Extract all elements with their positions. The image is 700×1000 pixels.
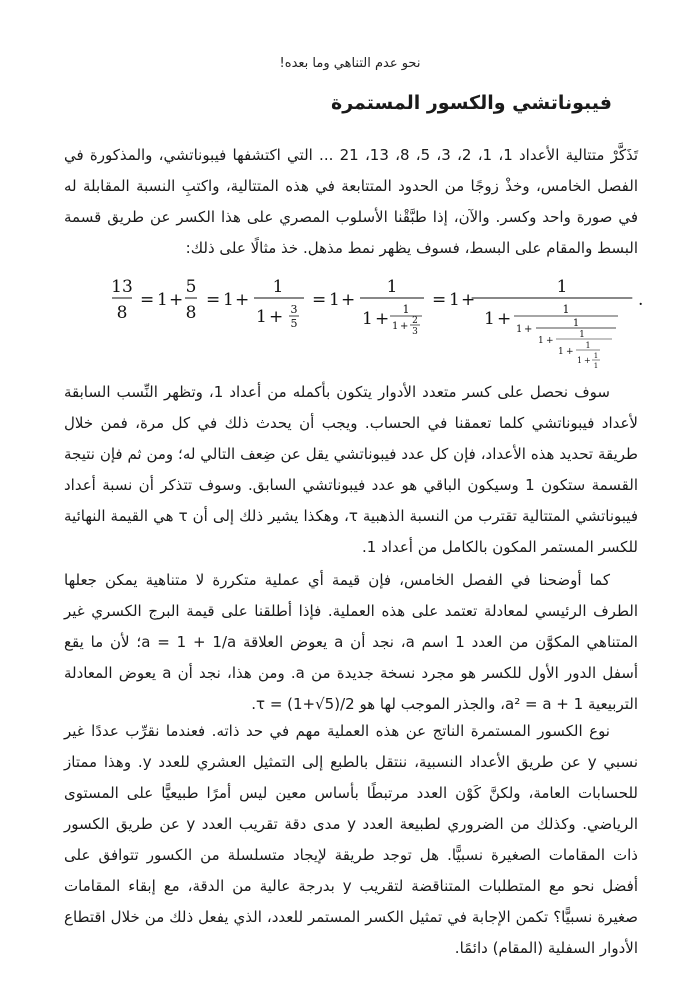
den-plus-b: +: [375, 309, 390, 329]
den-plus-a: +: [269, 307, 284, 327]
l6-den: 1: [593, 362, 599, 370]
formula-svg: [60, 268, 644, 378]
l5-num: 1: [585, 341, 591, 350]
num-1a: 1: [272, 277, 284, 297]
frac-2: 2: [412, 316, 418, 326]
l3-den: 1: [538, 336, 544, 346]
frac-3: 3: [290, 303, 298, 316]
eq-3: =: [312, 290, 327, 310]
l6-num: 1: [593, 352, 599, 360]
frac-3b: 3: [412, 327, 418, 337]
l4-den: 1: [558, 347, 564, 357]
plus-1: +: [169, 290, 184, 310]
num-1c: 1: [556, 277, 568, 297]
eq-4: =: [432, 290, 447, 310]
den-1a: 1: [256, 307, 267, 327]
frac-8: 8: [185, 303, 197, 323]
l3-num: 1: [572, 318, 580, 329]
paragraph-1-text: تَذَكَّرْ متتالية الأعداد 1، 1، 2، 3، 5، 8، 13، 21 ... التي اكتشفها فيبوناتشي، والمذكورة في الفصل الخامس، وخذْ زوجًا من الحدود المتتابعة في هذه المتتالية، واكتبِ النسبة المقابلة له في صورة واحد وكسر. والآن، إذا طبَّقْنا الأسلوب المصري على هذا الكسر عن طريق قسمة البسط والمقام على البسط، فسوف يظهر نمط مذهل. خذ مثالًا على ذلك:: [64, 146, 639, 257]
paragraph-3-text: كما أوضحنا في الفصل الخامس، فإن قيمة أي عملية متكررة لا متناهية يمكن جعلها الطرف الرئيسي لمعادلة تعتمد على هذه العملية. فإذا أطلقنا على قيمة البرج الكسري غير المتناهي المكوَّن من العدد 1 اسم a، نجد أن a يعوض العلاقة a = 1 + 1/a؛ لأن ما يقع أسفل الدور الأول للكسر هو مجرد نسخة جديدة من a. ومن هذا، نجد أن a يعوض المعادلة التربيعية a² = a + 1، والجذر الموجب لها هو τ = (1+√5)/2.: [64, 571, 639, 713]
num-1b: 1: [386, 277, 398, 297]
l4-num: 1: [579, 330, 585, 340]
one-1: 1: [157, 290, 168, 310]
frac-5b: 5: [290, 317, 298, 330]
plus-3: +: [341, 290, 356, 310]
den-1b: 1: [362, 309, 373, 329]
den-1c: 1: [484, 309, 495, 329]
l3-plus: +: [546, 336, 554, 346]
paragraph-1: [64, 140, 638, 264]
l5-den: 1: [577, 356, 583, 365]
l2-plus: +: [524, 324, 533, 335]
paragraph-4: [64, 716, 638, 964]
inner-den-1b: 1: [392, 321, 399, 332]
l5-plus: +: [584, 356, 591, 365]
l2-num: 1: [562, 303, 570, 316]
plus-2: +: [235, 290, 250, 310]
paragraph-3: [64, 565, 638, 720]
one-2: 1: [223, 290, 234, 310]
one-3: 1: [329, 290, 340, 310]
running-header: نحو عدم التناهي وما بعده!: [279, 56, 421, 71]
inner-1b: 1: [402, 303, 410, 316]
plus-4: +: [461, 290, 476, 310]
inner-plus-b: +: [400, 321, 409, 332]
paragraph-2: [64, 377, 638, 563]
eq-2: =: [206, 290, 221, 310]
continued-fraction-formula: [60, 268, 644, 378]
l2-den: 1: [516, 324, 523, 335]
l4-plus: +: [566, 347, 574, 357]
paragraph-4-text: نوع الكسور المستمرة الناتج عن هذه العملية مهم في حد ذاته. فعندما نقرِّب عددًا غير نسبي y عن طريق الأعداد النسبية، ننتقل بالطبع إلى التمثيل العشري للعدد y. وهذا ممتاز للحسابات العامة، ولكنَّ كَوْن العدد مرتبطًا بأساس معين ليس أمرًا طبيعيًّا على المستوى الرياضي. وكذلك من الضروري لطبيعة العدد y مدى دقة تقريب العدد y عن طريق الكسور ذات المقامات الصغيرة نسبيًّا. هل توجد طريقة لإيجاد متسلسلة من الكسور تتوافق على أفضل نحو مع المتطلبات المتناقضة لتقريب y بدرجة عالية من الدقة، مع إبقاء المقامات صغيرة نسبيًّا؟ تكمن الإجابة في تمثيل الكسر المستمر للعدد، الذي يفعل ذلك من خلال اقتطاع الأدوار السفلية (المقام) دائمًا.: [64, 722, 639, 957]
eq-1: =: [140, 290, 155, 310]
formula-period: .: [638, 290, 644, 310]
lhs-numerator: 13: [111, 277, 133, 297]
paragraph-2-text: سوف نحصل على كسر متعدد الأدوار يتكون بأكمله من أعداد 1، وتظهر النِّسب السابقة لأعداد فيبوناتشي كلما تعمقنا في الحساب. ويجب أن يحدث ذلك في كل مرة، فمن خلال طريقة تحديد هذه الأعداد، فإن كل عدد فيبوناتشي يقل عن ضِعف التالي له؛ ومن ثم فإن نتيجة القسمة ستكون 1 وسيكون الباقي هو عدد فيبوناتشي السابق. وسوف تتذكر أن نسبة أعداد فيبوناتشي المتتالية تقترب من النسبة الذهبية τ، وهكذا يشير ذلك إلى أن τ هي القيمة النهائية للكسر المستمر المكون بالكامل من أعداد 1.: [64, 383, 638, 556]
section-title: فيبوناتشي والكسور المستمرة: [331, 92, 612, 114]
den-plus-c: +: [497, 309, 512, 329]
frac-5: 5: [185, 277, 197, 297]
one-4: 1: [449, 290, 460, 310]
lhs-denominator: 8: [116, 303, 128, 323]
